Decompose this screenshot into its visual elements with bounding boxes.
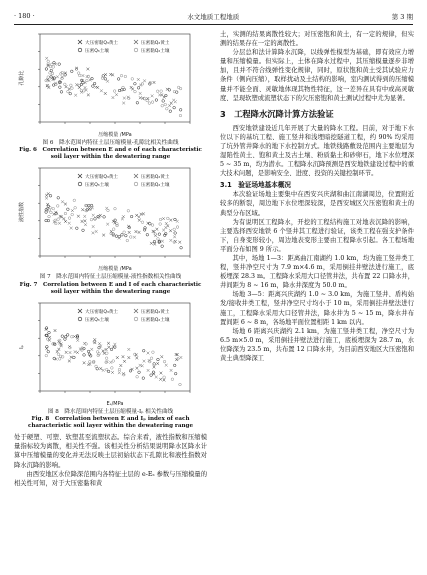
data-point xyxy=(80,83,83,86)
data-point xyxy=(169,110,172,113)
figure-8-caption-en: Fig. 8 Correlation between E and Iₚ index of each characteristic soil layer within the dewatering range xyxy=(27,416,194,430)
right-paragraph-1: 土，实测的结果离散性较大；对压密饱和黄土，有一定的规律，但实测的结果存在一定的离散性。 xyxy=(220,31,414,48)
legend-label: 压密Q₃土壤 xyxy=(85,49,109,54)
figure-6 xyxy=(14,30,207,161)
data-point xyxy=(174,232,177,235)
legend-entry xyxy=(78,39,118,46)
data-point xyxy=(64,335,67,338)
data-point xyxy=(138,371,141,374)
x-axis-label: Eₛ/MPa xyxy=(106,400,124,407)
data-point xyxy=(48,216,51,219)
data-point xyxy=(179,114,182,117)
data-point xyxy=(173,228,176,231)
figure-8-caption-cn: 图 8 降水范围内特征土层压缩模量-Iₚ 相关性曲线 xyxy=(47,408,174,415)
data-point xyxy=(70,335,73,338)
data-point xyxy=(114,208,117,211)
data-point xyxy=(91,77,94,80)
data-point xyxy=(64,213,67,216)
data-point xyxy=(156,90,159,93)
data-point xyxy=(76,227,79,230)
data-point xyxy=(153,241,156,244)
data-point xyxy=(160,90,163,93)
data-point xyxy=(105,357,108,360)
right-paragraph-2: 分层总和法计算降水沉降，以线弹性模型为基础，即有效应力增量和压缩模量。但实际上，土体在降水过程中，其压缩模量逐步非增加，且并不符合线弹性变化规律，同时，原状饱和黄土受其试验应力条件（侧向压缩），取样扰动及土结构的影响，室内测试得到的压缩模量并不能全面、灵敏地体现其物性特征，这一差异在具有中或高灵敏度、呈现软塑或流塑状态下的欠压密饱和黄土测试过程中尤为显著。 xyxy=(220,49,414,102)
data-point xyxy=(58,63,61,66)
data-point xyxy=(171,378,174,381)
y-axis-label: 液性指数 xyxy=(19,202,25,223)
data-point xyxy=(112,360,115,363)
data-point xyxy=(52,66,55,69)
data-point xyxy=(104,78,107,81)
data-point xyxy=(74,207,77,210)
legend-label: 压密Q₃土壤 xyxy=(85,317,109,323)
data-point xyxy=(148,102,151,105)
data-point xyxy=(106,352,109,355)
legend-label: 大压密黏Q₃黄土 xyxy=(85,309,119,315)
data-point xyxy=(46,345,49,348)
x-axis-label: 压缩模量 /MPa xyxy=(98,132,132,138)
data-point xyxy=(61,335,64,338)
data-point xyxy=(150,357,153,360)
figure-8 xyxy=(14,299,207,430)
left-paragraph-1: 处于硬塑、可塑、软塑甚至流塑状态。综合来看，液性指数和压缩模量指标较为离散，相关性不强。该相关性分析结果说明降水区降水计算中压缩模量的变化并无法反映土层初始状态下孔隙比和液性指数对降水沉降的影响。 xyxy=(14,434,207,469)
y-axis-label: 孔隙比 xyxy=(19,70,25,86)
legend-entry xyxy=(134,316,170,323)
x-axis-label: 压缩模量 /MPa xyxy=(98,266,132,273)
sub-paragraph-5: 场地 6 距离兴庆湖约 2.1 km，为施工竖井类工程，净空尺寸为 6.5 m×5.0 m，采用倒挂井壁法进行施工，底板埋深为 28.7 m，水位降深为 23.5 m，共布置 12 口降水井，为目前西安地区大压密饱和黄土典型降深工 xyxy=(220,327,414,362)
section-3-paragraph: 西安地铁建设近几年开展了大量的降水工程。目前，对于地下水位以下的基坑工程、施工竖井和浅埋暗挖隧道工程，约 90% 均采用了坑外管井降水的地下水控制方式。地铁线路敷设范围内主要地层为湿陷性黄土、饱和黄土及古土壤、粉质黏土和砂卵石，地下水位埋深 5 ~ 35 m，均为潜水。工程降水沉降预测是西安地铁建设过程中的重大技术问题，是影响安全、进度、投资的关键控制环节。 xyxy=(220,124,414,178)
data-point xyxy=(57,353,60,356)
data-point xyxy=(117,78,120,81)
data-point xyxy=(149,223,152,226)
sub-paragraph-3: 其中，场地 1—3：距离曲江南湖约 1.0 km，均为施工竖井类工程，竖井净空尺寸为 7.9 m×4.6 m，采用倒挂井壁法进行施工，底板埋深 28.3 m。工程降水采用大口径管井法，共布置 22 口降水井，井间距为 8 ~ 16 m，降水井深度为 50.0 m。 xyxy=(220,254,414,290)
legend-label: 压密黏Q₂黄土 xyxy=(141,175,170,181)
data-point xyxy=(120,74,123,77)
data-point xyxy=(88,360,91,363)
data-point xyxy=(163,360,166,363)
data-point xyxy=(176,226,179,229)
data-point xyxy=(47,76,50,79)
data-point xyxy=(125,235,128,238)
data-point xyxy=(77,72,80,75)
legend-label: 压密Q₃土壤 xyxy=(85,183,109,189)
y-axis-label: Iₚ xyxy=(19,345,25,349)
figure-7 xyxy=(14,164,207,295)
sub-paragraph-1: 本次验证场地主要集中在西安兴庆湖和曲江南湖周边，位置附近较多的断裂，周边地下水位埋深较深，是西安城区欠压密饱和黄土的典型分布区域。 xyxy=(220,191,414,217)
data-point xyxy=(70,70,73,73)
data-point xyxy=(177,86,180,89)
data-point xyxy=(168,89,171,92)
data-point xyxy=(118,89,121,92)
data-point xyxy=(112,228,115,231)
data-point xyxy=(165,94,168,97)
data-point xyxy=(177,357,180,360)
issue-number: 第 3 期 xyxy=(391,12,413,21)
data-point xyxy=(68,217,71,220)
legend-label: 压密黏Q₂土壤 xyxy=(141,49,170,54)
data-point xyxy=(161,104,164,107)
legend-label: 压密黏Q₂黄土 xyxy=(141,41,170,46)
data-point xyxy=(46,84,49,87)
figure-7-caption-en: Fig. 7 Correlation between E and I of each characteristic soil layer within the dewatering range xyxy=(19,281,202,295)
figure-6-caption-en: Fig. 6 Correlation between E and e of each characteristic soil layer within the dewatering range xyxy=(19,147,202,161)
legend-entry xyxy=(134,308,170,315)
data-point xyxy=(174,372,177,375)
legend-entry xyxy=(134,39,170,46)
sub-paragraph-2: 为有说明区工程降水，开挖的工程结构施工对地表沉降的影响，主要选择西安地铁 6 个竖井其工程进行验证，该类工程在强支护条件下，自身变形较小，周边地表变形主要由工程降水引起。各工程场地平面分布如图 9 所示。 xyxy=(220,218,414,253)
left-paragraph-2: 由西安地区水位降深范围内各特征土层的 e-Eₛ 参数与压缩模量的相关性可知，对于大压密黏和黄 xyxy=(14,470,207,487)
legend-entry xyxy=(78,316,109,323)
data-point xyxy=(82,229,85,232)
data-point xyxy=(142,349,145,352)
data-point xyxy=(83,353,86,356)
data-point xyxy=(157,358,160,361)
data-point xyxy=(70,84,73,87)
right-column xyxy=(220,30,414,363)
legend-label: 压密黏Q₂土壤 xyxy=(141,183,170,189)
data-point xyxy=(50,211,53,214)
data-point xyxy=(73,356,76,359)
data-point xyxy=(146,234,149,237)
data-point xyxy=(136,375,139,378)
data-point xyxy=(58,357,61,360)
legend-entry xyxy=(78,173,118,180)
figure-7-scatter xyxy=(14,164,207,274)
legend-entry xyxy=(134,173,170,180)
data-point xyxy=(67,208,70,211)
data-point xyxy=(164,103,167,106)
data-point xyxy=(73,199,76,202)
data-point xyxy=(122,86,125,89)
data-point xyxy=(47,60,50,63)
section-heading-3: 3 工程降水沉降计算方法验证 xyxy=(220,108,334,119)
plot-frame xyxy=(40,34,190,122)
data-point xyxy=(57,197,60,200)
data-point xyxy=(126,240,129,243)
data-point xyxy=(151,101,154,104)
left-column xyxy=(14,30,207,488)
data-point xyxy=(103,216,106,219)
data-point xyxy=(113,90,116,93)
data-point xyxy=(69,92,72,95)
data-point xyxy=(173,364,176,367)
data-point xyxy=(60,91,63,94)
data-point xyxy=(167,218,170,221)
data-point xyxy=(134,90,137,93)
data-point xyxy=(174,219,177,222)
data-point xyxy=(56,205,59,208)
data-point xyxy=(51,72,54,75)
data-point xyxy=(90,219,93,222)
data-point xyxy=(71,87,74,90)
data-point xyxy=(152,351,155,354)
plot-frame xyxy=(40,168,190,256)
data-point xyxy=(179,383,182,386)
legend-label: 压密黏Q₂土壤 xyxy=(141,317,170,323)
sub-paragraph-4: 场地 3—5：距离兴庆湖约 1.0 ~ 3.0 km，为施工竖井、盾构始发/接收井类工程，竖井净空尺寸均小于 10 m，采用倒挂井壁法进行施工，工程降水采用大口径管井法，降水井为 5 ~ 15 m，降水井布置间距 6 ~ 8 m，各场地平面位置相距 1 km 以内。 xyxy=(220,291,414,326)
data-point xyxy=(67,90,70,93)
data-point xyxy=(94,218,97,221)
subsection-heading-3-1: 3.1 验证场地基本概况 xyxy=(220,181,292,190)
legend-entry xyxy=(134,181,170,188)
data-point xyxy=(95,365,98,368)
data-point xyxy=(155,99,158,102)
data-point xyxy=(130,216,133,219)
journal-name: 水文地质工程地质 xyxy=(187,12,240,21)
data-point xyxy=(121,234,124,237)
data-point xyxy=(161,245,164,248)
data-point xyxy=(151,224,154,227)
data-point xyxy=(159,223,162,226)
data-point xyxy=(45,68,48,71)
data-point xyxy=(111,366,114,369)
figure-7-caption-cn: 图 7 降水范围内特征土层压缩模量-液性指数相关性曲线 xyxy=(39,274,182,281)
data-point xyxy=(137,87,140,90)
data-point xyxy=(57,218,60,221)
data-point xyxy=(158,233,161,236)
data-point xyxy=(159,219,162,222)
data-point xyxy=(107,370,110,373)
data-point xyxy=(92,85,95,88)
data-point xyxy=(59,86,62,89)
data-point xyxy=(142,377,145,380)
data-point xyxy=(93,82,96,85)
running-header xyxy=(14,10,413,22)
figure-6-scatter xyxy=(14,30,207,140)
data-point xyxy=(118,368,121,371)
data-point xyxy=(80,89,83,92)
data-point xyxy=(54,343,57,346)
figure-8-scatter xyxy=(14,299,207,409)
data-point xyxy=(98,346,101,349)
data-point xyxy=(166,107,169,110)
data-point xyxy=(90,205,93,208)
legend-label: 大压密黏Q₃黄土 xyxy=(85,175,119,181)
data-point xyxy=(127,210,130,213)
legend-entry xyxy=(78,47,109,54)
data-point xyxy=(180,247,183,250)
data-point xyxy=(173,106,176,109)
data-point xyxy=(86,79,89,82)
data-point xyxy=(54,223,57,226)
data-point xyxy=(45,354,48,357)
legend-entry xyxy=(78,308,118,315)
data-point xyxy=(123,231,126,234)
data-point xyxy=(179,109,182,112)
data-point xyxy=(129,236,132,239)
data-point xyxy=(52,208,55,211)
data-point xyxy=(157,238,160,241)
data-point xyxy=(134,82,137,85)
legend-label: 大压密黏Q₃黄土 xyxy=(85,41,119,46)
page-number: · 180 · xyxy=(14,12,35,20)
data-point xyxy=(153,362,156,365)
data-point xyxy=(47,350,50,353)
legend-entry xyxy=(134,47,170,54)
legend-entry xyxy=(78,181,109,188)
header-rule xyxy=(14,24,413,25)
data-point xyxy=(136,101,139,104)
data-point xyxy=(162,100,165,103)
data-point xyxy=(131,78,134,81)
data-point xyxy=(115,235,118,238)
data-point xyxy=(50,69,53,72)
data-point xyxy=(48,331,51,334)
figure-6-caption-cn: 图 6 降水范围内特征土层压缩模量-孔隙比相关性曲线 xyxy=(42,140,179,146)
data-point xyxy=(163,376,166,379)
data-point xyxy=(141,221,144,224)
data-point xyxy=(124,75,127,78)
data-point xyxy=(71,214,74,217)
data-point xyxy=(87,350,90,353)
data-point xyxy=(110,348,113,351)
data-point xyxy=(150,374,153,377)
legend-label: 压密黏Q₂黄土 xyxy=(141,309,170,315)
data-point xyxy=(114,219,117,222)
